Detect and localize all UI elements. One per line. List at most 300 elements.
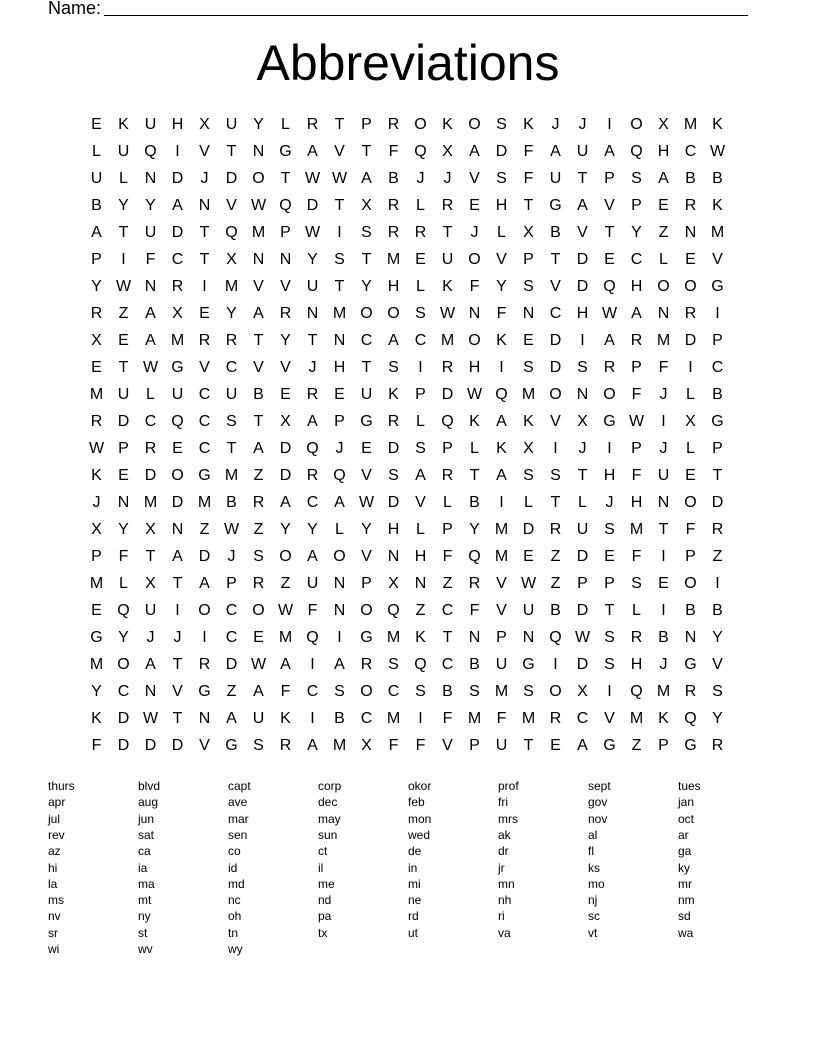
grid-letter: Q: [117, 602, 130, 619]
grid-letter: U: [441, 251, 454, 268]
grid-letter: D: [684, 332, 697, 349]
grid-letter: T: [550, 494, 561, 511]
grid-letter: M: [224, 467, 239, 484]
grid-letter: A: [550, 143, 561, 160]
grid-letter: H: [630, 494, 643, 511]
grid-letter: U: [657, 467, 670, 484]
grid-letter: O: [333, 548, 346, 565]
grid-letter: B: [91, 197, 102, 214]
grid-letter: C: [549, 305, 562, 322]
grid-letter: N: [684, 224, 697, 241]
grid-letter: Q: [414, 656, 427, 673]
grid-letter: L: [335, 521, 344, 538]
grid-letter: B: [226, 494, 237, 511]
grid-letter: S: [469, 683, 480, 700]
grid-letter: O: [468, 116, 481, 133]
grid-letter: M: [332, 737, 347, 754]
grid-letter: F: [658, 359, 669, 376]
grid-letter: U: [306, 575, 319, 592]
grid-letter: I: [202, 629, 207, 646]
grid-letter: T: [577, 467, 588, 484]
grid-letter: C: [684, 143, 697, 160]
grid-letter: P: [658, 737, 669, 754]
grid-letter: I: [310, 710, 315, 727]
grid-letter: S: [415, 440, 426, 457]
grid-letter: X: [145, 575, 156, 592]
grid-letter: N: [576, 386, 589, 403]
grid-letter: M: [521, 710, 536, 727]
grid-letter: O: [360, 683, 373, 700]
word-bank-item: nc: [228, 893, 241, 908]
grid-letter: O: [684, 278, 697, 295]
grid-letter: F: [685, 521, 696, 538]
grid-letter: R: [414, 224, 427, 241]
grid-letter: B: [550, 602, 561, 619]
grid-letter: Q: [441, 413, 454, 430]
grid-letter: A: [361, 170, 372, 187]
grid-letter: G: [684, 656, 697, 673]
word-bank-item: wy: [228, 942, 243, 956]
grid-letter: F: [91, 737, 102, 754]
grid-row: [83, 462, 733, 489]
grid-letter: K: [658, 710, 669, 727]
word-bank-item: ms: [48, 893, 64, 908]
grid-letter: O: [414, 116, 427, 133]
word-bank-item: ma: [138, 876, 155, 891]
grid-letter: R: [252, 494, 265, 511]
grid-letter: A: [172, 197, 183, 214]
grid-letter: K: [118, 116, 129, 133]
grid-row: [83, 516, 733, 543]
grid-letter: N: [144, 170, 157, 187]
grid-letter: R: [144, 440, 157, 457]
grid-letter: J: [659, 656, 668, 673]
grid-letter: V: [604, 197, 615, 214]
grid-letter: N: [387, 548, 400, 565]
word-bank-item: ga: [678, 844, 692, 859]
grid-letter: K: [712, 116, 723, 133]
grid-letter: P: [91, 251, 102, 268]
grid-letter: Y: [712, 629, 723, 646]
grid-letter: Q: [603, 278, 616, 295]
word-bank-item: id: [228, 860, 238, 875]
word-bank-item: mi: [408, 876, 421, 891]
grid-letter: T: [577, 170, 588, 187]
grid-letter: G: [279, 143, 292, 160]
grid-letter: M: [197, 494, 212, 511]
grid-letter: F: [496, 710, 507, 727]
grid-letter: A: [577, 737, 588, 754]
grid-letter: G: [549, 197, 562, 214]
grid-letter: A: [496, 467, 507, 484]
grid-letter: X: [685, 413, 696, 430]
grid-letter: F: [631, 548, 642, 565]
grid-letter: R: [387, 224, 400, 241]
grid-letter: O: [684, 494, 697, 511]
grid-letter: V: [712, 251, 723, 268]
grid-letter: A: [415, 467, 426, 484]
grid-letter: V: [550, 278, 561, 295]
word-bank-item: wv: [138, 942, 153, 956]
grid-letter: E: [172, 440, 183, 457]
grid-letter: M: [89, 386, 104, 403]
grid-letter: D: [225, 170, 238, 187]
grid-letter: V: [172, 683, 183, 700]
grid-letter: M: [629, 710, 644, 727]
grid-letter: T: [199, 251, 210, 268]
grid-letter: V: [469, 170, 480, 187]
word-bank-item: mo: [588, 876, 605, 891]
grid-letter: N: [657, 305, 670, 322]
grid-letter: P: [442, 440, 453, 457]
grid-letter: D: [387, 440, 400, 457]
grid-letter: F: [523, 170, 534, 187]
grid-letter: G: [171, 359, 184, 376]
word-bank-item: wa: [678, 925, 694, 940]
grid-letter: R: [387, 197, 400, 214]
grid-letter: Z: [442, 575, 453, 592]
grid-letter: U: [90, 170, 103, 187]
grid-letter: T: [334, 278, 345, 295]
grid-row: [83, 435, 733, 462]
grid-letter: R: [441, 359, 454, 376]
grid-letter: R: [279, 305, 292, 322]
grid-letter: Y: [226, 305, 237, 322]
grid-letter: V: [199, 359, 210, 376]
grid-letter: A: [388, 332, 399, 349]
grid-letter: T: [253, 332, 264, 349]
grid-letter: H: [468, 359, 481, 376]
grid-letter: E: [334, 386, 345, 403]
grid-letter: D: [225, 656, 238, 673]
word-bank-item: tues: [678, 779, 701, 793]
grid-letter: T: [523, 197, 534, 214]
grid-letter: C: [225, 629, 238, 646]
word-bank-item: md: [228, 876, 245, 891]
grid-letter: Y: [469, 521, 480, 538]
grid-letter: G: [684, 737, 697, 754]
word-bank-item: il: [318, 860, 324, 875]
word-bank-item: ri: [498, 909, 505, 924]
grid-letter: A: [577, 197, 588, 214]
grid-letter: Y: [307, 251, 318, 268]
word-bank-item: mrs: [498, 811, 518, 826]
grid-letter: C: [225, 602, 238, 619]
grid-letter: N: [171, 521, 184, 538]
grid-letter: L: [686, 440, 695, 457]
grid-letter: N: [684, 629, 697, 646]
grid-letter: E: [685, 251, 696, 268]
word-bank-item: sun: [318, 827, 338, 842]
grid-letter: Q: [684, 710, 697, 727]
grid-letter: F: [442, 548, 453, 565]
grid-letter: H: [630, 656, 643, 673]
grid-letter: G: [225, 737, 238, 754]
grid-letter: P: [685, 548, 696, 565]
grid-row: [83, 489, 733, 516]
grid-letter: J: [173, 629, 182, 646]
word-bank-item: okor: [408, 779, 432, 793]
grid-letter: S: [253, 548, 264, 565]
grid-letter: B: [685, 602, 696, 619]
grid-letter: C: [360, 332, 373, 349]
grid-letter: D: [117, 710, 130, 727]
grid-letter: J: [551, 116, 560, 133]
grid-letter: L: [578, 494, 587, 511]
grid-letter: F: [469, 278, 480, 295]
grid-letter: N: [279, 251, 292, 268]
grid-letter: E: [658, 575, 669, 592]
grid-letter: R: [90, 305, 103, 322]
grid-letter: C: [171, 251, 184, 268]
grid-letter: D: [495, 143, 508, 160]
grid-letter: N: [468, 629, 481, 646]
grid-letter: M: [710, 224, 725, 241]
grid-letter: Y: [118, 197, 129, 214]
grid-letter: Y: [118, 629, 129, 646]
grid-letter: P: [712, 332, 723, 349]
name-underline: [104, 15, 748, 16]
grid-letter: R: [711, 737, 724, 754]
grid-letter: U: [576, 521, 589, 538]
grid-letter: E: [91, 116, 102, 133]
grid-letter: F: [388, 737, 399, 754]
grid-letter: L: [416, 413, 425, 430]
grid-letter: G: [603, 737, 616, 754]
grid-letter: Q: [144, 143, 157, 160]
grid-letter: O: [360, 305, 373, 322]
grid-letter: J: [578, 440, 587, 457]
grid-letter: D: [171, 494, 184, 511]
grid-letter: M: [170, 332, 185, 349]
grid-letter: W: [331, 170, 348, 187]
grid-letter: S: [253, 737, 264, 754]
grid-row: [83, 327, 733, 354]
grid-letter: F: [307, 602, 318, 619]
grid-letter: O: [171, 467, 184, 484]
grid-letter: I: [607, 440, 612, 457]
grid-letter: M: [224, 278, 239, 295]
word-bank-item: blvd: [138, 779, 161, 793]
grid-letter: S: [415, 305, 426, 322]
word-bank-item: nm: [678, 893, 695, 908]
word-bank-item: de: [408, 844, 422, 859]
grid-letter: G: [198, 467, 211, 484]
grid-letter: E: [91, 359, 102, 376]
grid-letter: G: [90, 629, 103, 646]
grid-letter: E: [280, 386, 291, 403]
grid-letter: Q: [333, 467, 346, 484]
grid-letter: R: [549, 710, 562, 727]
grid-letter: M: [656, 332, 671, 349]
grid-letter: R: [171, 278, 184, 295]
grid-letter: B: [469, 656, 480, 673]
grid-letter: J: [200, 170, 209, 187]
grid-letter: P: [469, 737, 480, 754]
grid-letter: K: [712, 197, 723, 214]
grid-letter: U: [225, 386, 238, 403]
grid-letter: N: [333, 602, 346, 619]
grid-letter: A: [91, 224, 102, 241]
grid-letter: A: [334, 656, 345, 673]
grid-letter: K: [523, 413, 534, 430]
grid-letter: L: [686, 386, 695, 403]
word-bank-item: al: [588, 827, 598, 842]
grid-letter: A: [226, 710, 237, 727]
grid-letter: T: [604, 224, 615, 241]
grid-letter: A: [172, 548, 183, 565]
grid-letter: I: [175, 602, 180, 619]
grid-letter: Q: [630, 683, 643, 700]
grid-letter: E: [604, 251, 615, 268]
grid-letter: S: [523, 359, 534, 376]
grid-letter: U: [549, 170, 562, 187]
grid-letter: S: [496, 170, 507, 187]
grid-letter: K: [280, 710, 291, 727]
grid-letter: W: [466, 386, 483, 403]
grid-letter: P: [631, 440, 642, 457]
grid-letter: S: [577, 359, 588, 376]
grid-letter: T: [307, 332, 318, 349]
grid-letter: T: [172, 656, 183, 673]
grid-letter: K: [415, 629, 426, 646]
grid-letter: Y: [496, 278, 507, 295]
grid-letter: A: [307, 143, 318, 160]
grid-letter: E: [658, 197, 669, 214]
grid-letter: S: [712, 683, 723, 700]
grid-letter: M: [467, 710, 482, 727]
word-bank-item: sept: [588, 779, 611, 793]
grid-letter: C: [711, 359, 724, 376]
grid-letter: C: [630, 251, 643, 268]
grid-letter: T: [226, 440, 237, 457]
word-bank-item: nov: [588, 811, 608, 826]
grid-letter: A: [334, 494, 345, 511]
grid-letter: V: [253, 278, 264, 295]
grid-letter: F: [631, 467, 642, 484]
grid-letter: Z: [658, 224, 669, 241]
grid-letter: A: [199, 575, 210, 592]
grid-letter: X: [145, 521, 156, 538]
grid-letter: Z: [118, 305, 129, 322]
word-bank-item: ar: [678, 827, 689, 842]
grid-letter: D: [576, 251, 589, 268]
grid-letter: S: [415, 683, 426, 700]
grid-letter: Y: [361, 278, 372, 295]
grid-letter: L: [416, 521, 425, 538]
word-bank-item: co: [228, 844, 241, 859]
grid-letter: Z: [226, 683, 237, 700]
grid-letter: J: [146, 629, 155, 646]
grid-letter: K: [442, 278, 453, 295]
grid-row: [83, 570, 733, 597]
grid-letter: W: [358, 494, 375, 511]
grid-letter: U: [522, 602, 535, 619]
grid-row: [83, 219, 733, 246]
grid-letter: C: [117, 683, 130, 700]
grid-row: [83, 705, 733, 732]
grid-letter: D: [576, 548, 589, 565]
grid-letter: Y: [145, 197, 156, 214]
grid-letter: T: [658, 521, 669, 538]
grid-letter: V: [361, 467, 372, 484]
grid-letter: X: [523, 224, 534, 241]
grid-letter: P: [496, 629, 507, 646]
word-bank-item: sr: [48, 925, 58, 940]
grid-letter: V: [280, 359, 291, 376]
grid-letter: F: [523, 143, 534, 160]
grid-letter: T: [361, 143, 372, 160]
grid-letter: D: [117, 413, 130, 430]
grid-letter: E: [550, 737, 561, 754]
grid-letter: D: [522, 521, 535, 538]
grid-letter: I: [661, 602, 666, 619]
grid-letter: T: [334, 197, 345, 214]
word-bank-item: st: [138, 925, 148, 940]
grid-letter: X: [658, 116, 669, 133]
grid-letter: A: [307, 413, 318, 430]
grid-letter: V: [253, 359, 264, 376]
word-bank-item: ks: [588, 860, 600, 875]
grid-letter: U: [495, 656, 508, 673]
grid-letter: H: [495, 197, 508, 214]
word-bank-item: oct: [678, 811, 695, 826]
grid-letter: Z: [415, 602, 426, 619]
grid-letter: G: [522, 656, 535, 673]
word-bank-item: mon: [408, 811, 432, 826]
word-bank-item: nd: [318, 893, 332, 908]
word-bank-item: ct: [318, 844, 328, 859]
grid-letter: A: [469, 143, 480, 160]
grid-letter: U: [306, 278, 319, 295]
page-title: Abbreviations: [256, 35, 560, 91]
grid-letter: V: [496, 251, 507, 268]
word-bank-item: sat: [138, 827, 155, 842]
grid-letter: M: [143, 494, 158, 511]
grid-letter: W: [628, 413, 645, 430]
grid-row: [83, 651, 733, 678]
grid-letter: T: [361, 359, 372, 376]
grid-letter: A: [280, 494, 291, 511]
grid-letter: Q: [495, 386, 508, 403]
grid-letter: O: [252, 602, 265, 619]
grid-letter: J: [605, 494, 614, 511]
grid-letter: A: [145, 332, 156, 349]
grid-letter: Q: [306, 440, 319, 457]
word-bank-item: mn: [498, 876, 515, 891]
grid-letter: U: [171, 386, 184, 403]
grid-letter: C: [198, 413, 211, 430]
grid-letter: L: [416, 278, 425, 295]
word-bank-item: dec: [318, 795, 338, 810]
grid-letter: O: [603, 386, 616, 403]
grid-row: [83, 408, 733, 435]
grid-letter: R: [279, 737, 292, 754]
grid-letter: F: [415, 737, 426, 754]
grid-letter: O: [468, 251, 481, 268]
grid-letter: O: [657, 278, 670, 295]
word-bank-item: jul: [48, 811, 61, 826]
grid-letter: N: [333, 575, 346, 592]
grid-letter: Z: [253, 521, 264, 538]
grid-letter: U: [117, 386, 130, 403]
grid-letter: D: [306, 197, 319, 214]
grid-letter: V: [199, 737, 210, 754]
word-bank-item: hi: [48, 860, 58, 875]
grid-letter: V: [550, 413, 561, 430]
grid-letter: T: [118, 224, 129, 241]
grid-letter: O: [279, 548, 292, 565]
